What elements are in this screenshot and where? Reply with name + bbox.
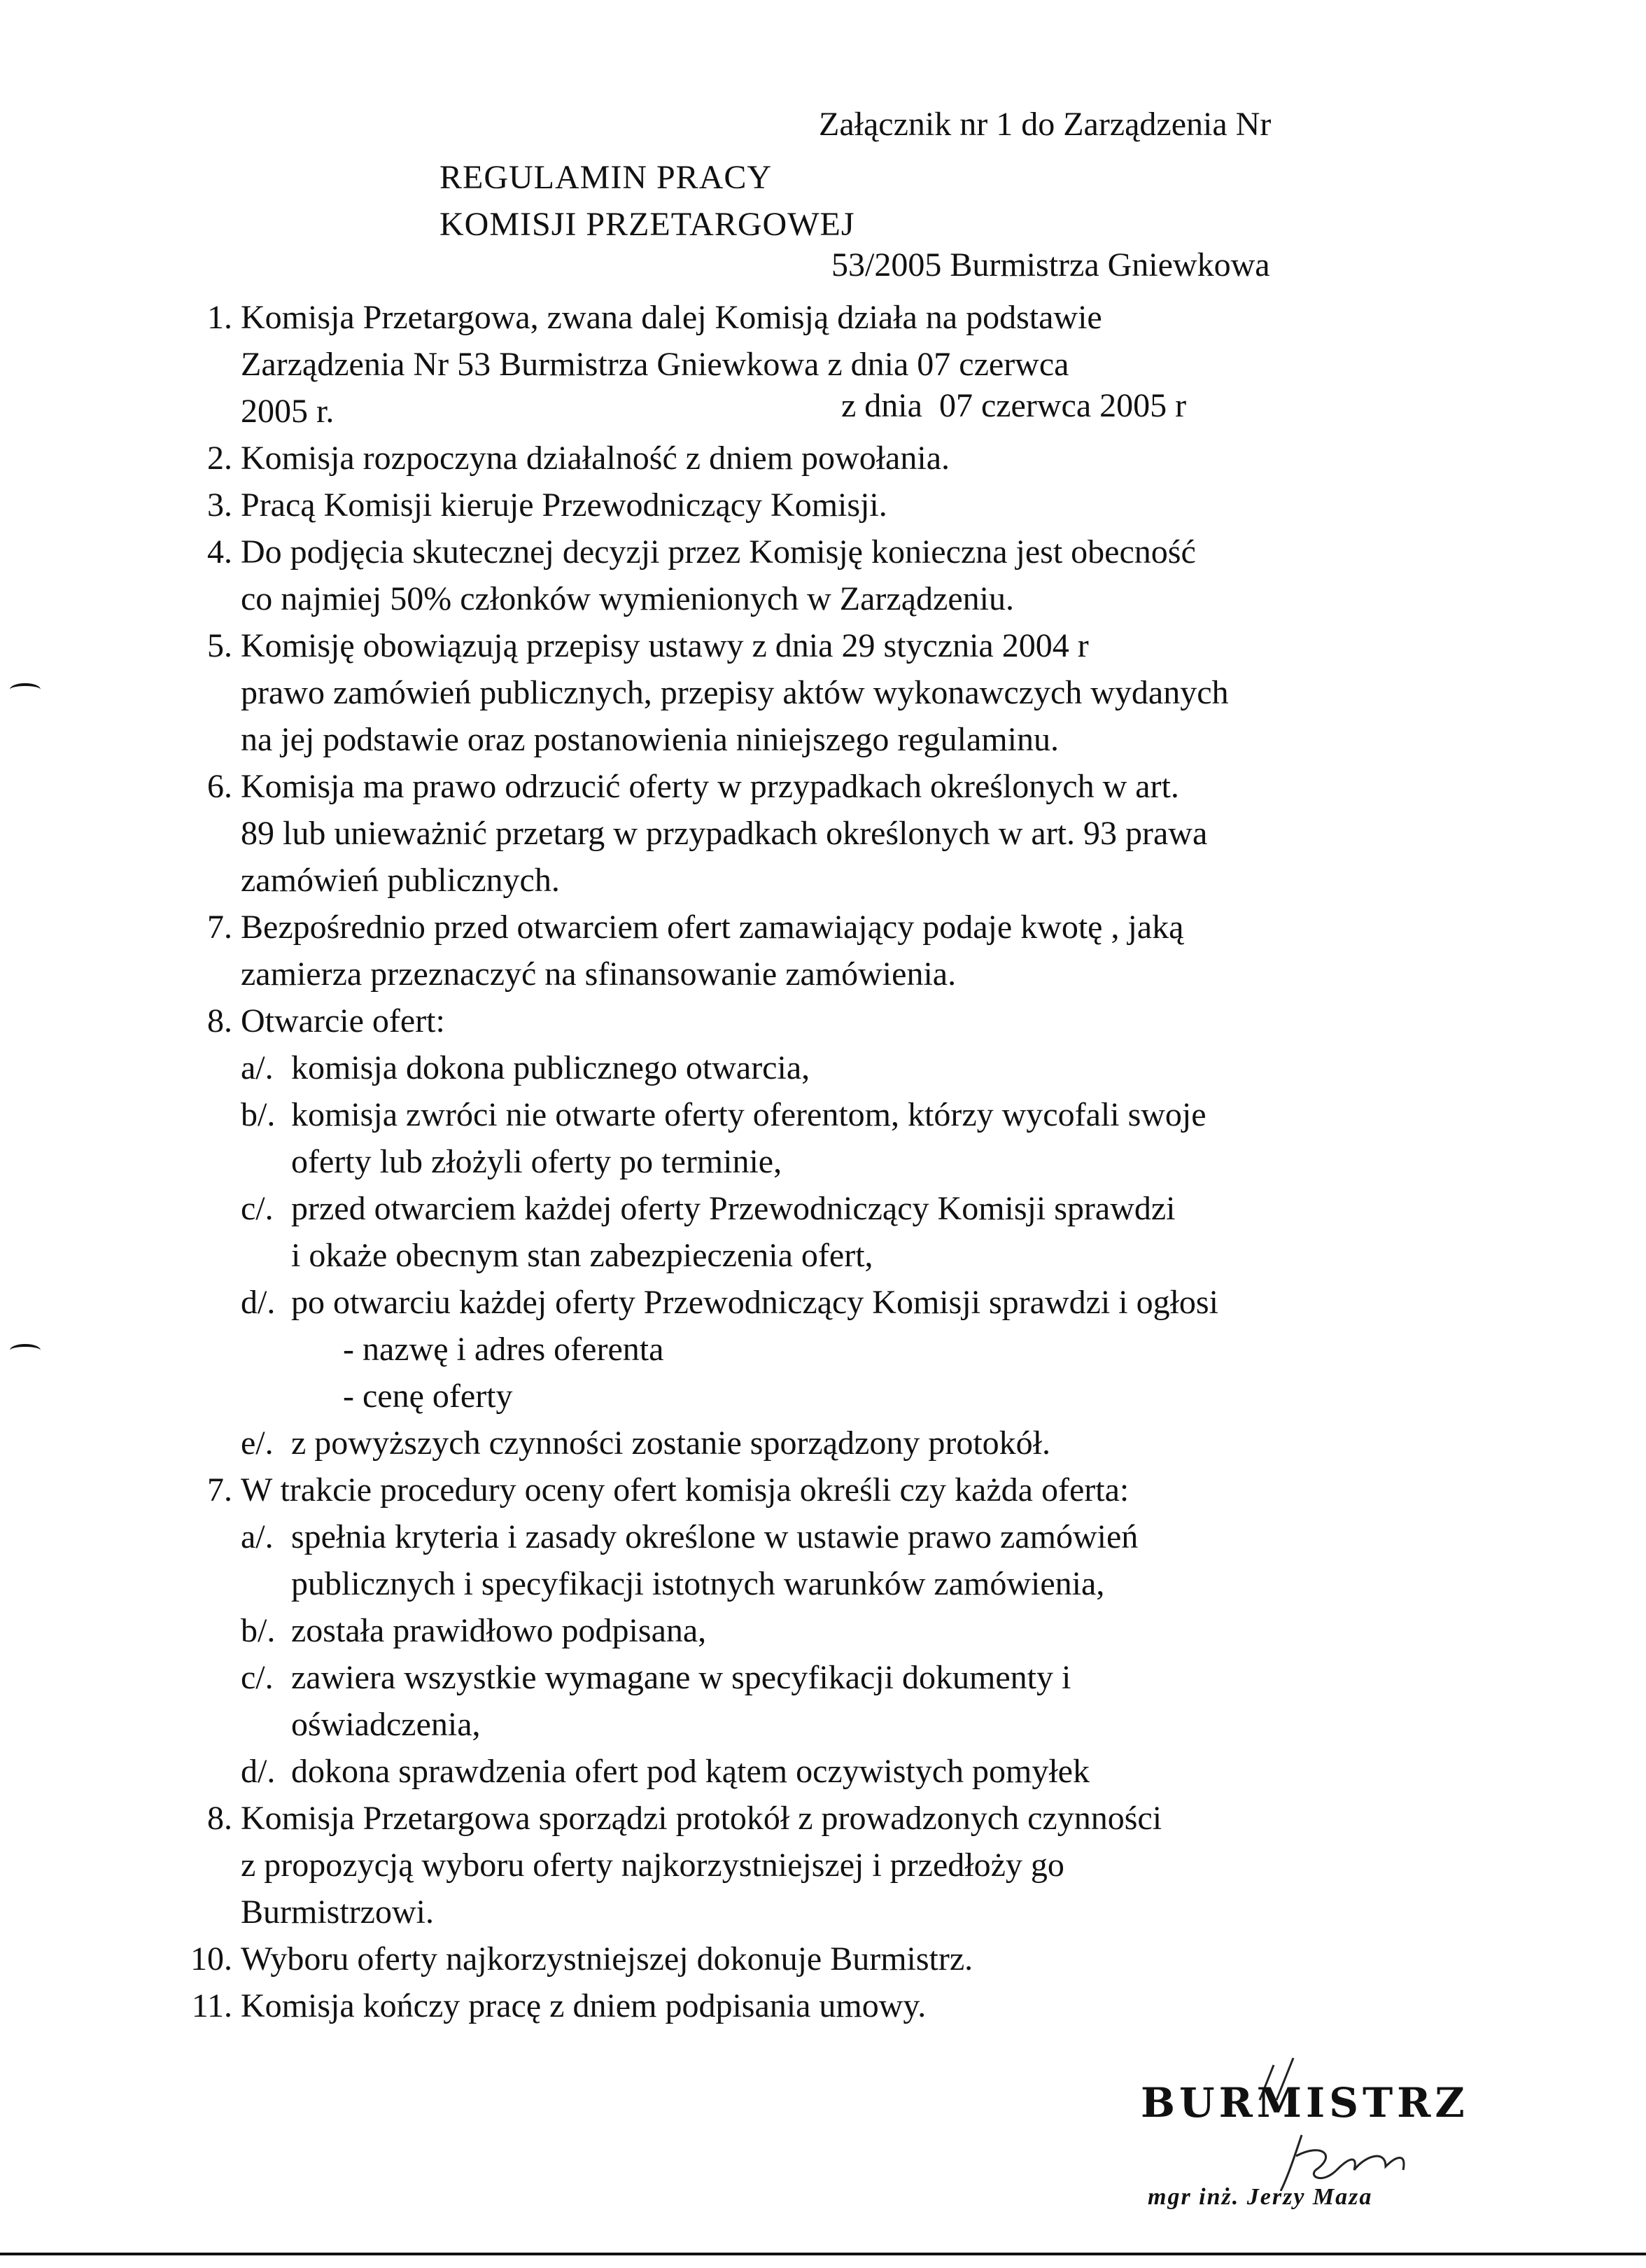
list-item	[168, 763, 1582, 904]
annex-line-1: Załącznik nr 1 do Zarządzenia Nr	[819, 106, 1272, 143]
page-bottom-rule	[0, 2253, 1646, 2255]
sub-item-letter: a/.	[241, 1518, 274, 1555]
sub-item	[168, 1091, 1582, 1185]
regulation-list	[168, 294, 1582, 2029]
sub-item-text: po otwarciu każdej oferty Przewodniczący Komisji sprawdzi i ogłosi	[291, 1284, 1218, 1321]
item-number: 7.	[207, 1471, 232, 1508]
list-item	[168, 528, 1582, 622]
item-text: na jej podstawie oraz postanowienia niniejszego regulaminu.	[241, 721, 1059, 758]
sub-item	[168, 1279, 1582, 1326]
list-item	[168, 1795, 1582, 1935]
item-text: Komisję obowiązują przepisy ustawy z dnia 29 stycznia 2004 r	[241, 627, 1089, 664]
item-text: Komisja rozpoczyna działalność z dniem powołania.	[241, 440, 950, 477]
item-text: Komisja Przetargowa sporządzi protokół z prowadzonych czynności	[241, 1800, 1162, 1837]
sub-item-text: komisja zwróci nie otwarte oferty oferentom, którzy wycofali swoje	[291, 1096, 1207, 1133]
sub-item	[168, 1654, 1582, 1748]
sub-item-letter: d/.	[241, 1284, 276, 1321]
item-text: z propozycją wyboru oferty najkorzystniejszej i przedłoży go	[241, 1847, 1064, 1884]
title-line-2: KOMISJI PRZETARGOWEJ	[439, 206, 855, 243]
sub-item-text: oferty lub złożyli oferty po terminie,	[291, 1143, 782, 1180]
sub-item	[168, 1185, 1582, 1279]
sub-item-letter: c/.	[241, 1190, 274, 1227]
sub-item	[168, 1044, 1582, 1091]
sub-item	[168, 1513, 1582, 1607]
signature-name: mgr inż. Jerzy Maza	[1148, 2184, 1373, 2210]
sub-item	[168, 1748, 1582, 1795]
annex-line-3: z dnia 07 czerwca 2005 r	[841, 387, 1187, 424]
item-text: W trakcie procedury oceny ofert komisja określi czy każda oferta:	[241, 1471, 1130, 1508]
list-item	[168, 1466, 1582, 1513]
sub-item-text: została prawidłowo podpisana,	[291, 1612, 707, 1649]
annex-line-2: 53/2005 Burmistrza Gniewkowa	[831, 246, 1270, 284]
item-text: Pracą Komisji kieruje Przewodniczący Komisji.	[241, 486, 887, 524]
item-text: Komisja Przetargowa, zwana dalej Komisją działa na podstawie	[241, 299, 1102, 336]
sub-item-text: oświadczenia,	[291, 1706, 481, 1743]
sub-item-text: dokona sprawdzenia ofert pod kątem oczywistych pomyłek	[291, 1753, 1090, 1790]
item-text: Komisja kończy pracę z dniem podpisania umowy.	[241, 1987, 927, 2024]
item-number: 6.	[207, 768, 232, 805]
list-item	[168, 1935, 1582, 1982]
list-item	[168, 997, 1582, 1044]
item-number: 3.	[207, 486, 232, 524]
list-item	[168, 904, 1582, 997]
signature-stamp	[1120, 2051, 1512, 2219]
list-item	[168, 1982, 1582, 2029]
sub-item-text: komisja dokona publicznego otwarcia,	[291, 1049, 810, 1086]
item-number: 11.	[191, 1987, 232, 2024]
sub-item-letter: b/.	[241, 1612, 276, 1649]
item-text: co najmiej 50% członków wymienionych w Zarządzeniu.	[241, 580, 1014, 617]
item-text: prawo zamówień publicznych, przepisy aktów wykonawczych wydanych	[241, 674, 1229, 711]
item-number: 10.	[190, 1940, 232, 1977]
item-number: 2.	[207, 440, 232, 477]
sub-item-text: przed otwarciem każdej oferty Przewodniczący Komisji sprawdzi	[291, 1190, 1176, 1227]
sub-item-letter: d/.	[241, 1753, 276, 1790]
sub-item-text: zawiera wszystkie wymagane w specyfikacji dokumenty i	[291, 1659, 1071, 1696]
sub-item	[168, 1420, 1582, 1466]
item-text: Wyboru oferty najkorzystniejszej dokonuje Burmistrz.	[241, 1940, 973, 1977]
dash-line: - nazwę i adres oferenta	[343, 1331, 664, 1368]
item-text: Burmistrzowi.	[241, 1893, 434, 1931]
list-item	[168, 294, 1582, 435]
list-item	[168, 435, 1582, 482]
dash-line: - cenę oferty	[343, 1378, 513, 1415]
item-number: 8.	[207, 1002, 232, 1040]
item-text: 89 lub unieważnić przetarg w przypadkach określonych w art. 93 prawa	[241, 815, 1208, 852]
sub-item	[168, 1607, 1582, 1654]
item-number: 8.	[207, 1800, 232, 1837]
title-line-1: REGULAMIN PRACY	[439, 159, 773, 196]
signature-title: BURMISTRZ	[1141, 2079, 1469, 2127]
sub-item-letter: a/.	[241, 1049, 274, 1086]
scan-mark	[10, 683, 41, 696]
list-item	[168, 482, 1582, 528]
sub-item-text: i okaże obecnym stan zabezpieczenia ofert,	[291, 1237, 873, 1274]
list-item	[168, 622, 1582, 763]
sub-item-text: spełnia kryteria i zasady określone w ustawie prawo zamówień	[291, 1518, 1139, 1555]
sub-item-text: publicznych i specyfikacji istotnych warunków zamówienia,	[291, 1565, 1105, 1602]
item-number: 5.	[207, 627, 232, 664]
item-text: 2005 r.	[241, 393, 335, 430]
item-text: Do podjęcia skutecznej decyzji przez Komisję konieczna jest obecność	[241, 533, 1196, 570]
item-text: zamówień publicznych.	[241, 862, 560, 899]
item-number: 4.	[207, 533, 232, 570]
item-text: Otwarcie ofert:	[241, 1002, 445, 1040]
item-number: 1.	[207, 299, 232, 336]
item-text: zamierza przeznaczyć na sfinansowanie zamówienia.	[241, 955, 957, 993]
scan-mark	[10, 1344, 41, 1357]
sub-item-letter: c/.	[241, 1659, 274, 1696]
item-number: 7.	[207, 909, 232, 946]
sub-item-text: z powyższych czynności zostanie sporządzony protokół.	[291, 1424, 1050, 1462]
item-text: Zarządzenia Nr 53 Burmistrza Gniewkowa z dnia 07 czerwca	[241, 346, 1069, 383]
item-text: Komisja ma prawo odrzucić oferty w przypadkach określonych w art.	[241, 768, 1179, 805]
sub-item-letter: e/.	[241, 1424, 274, 1462]
sub-item-letter: b/.	[241, 1096, 276, 1133]
item-text: Bezpośrednio przed otwarciem ofert zamawiający podaje kwotę , jaką	[241, 909, 1184, 946]
document-title	[439, 154, 855, 248]
